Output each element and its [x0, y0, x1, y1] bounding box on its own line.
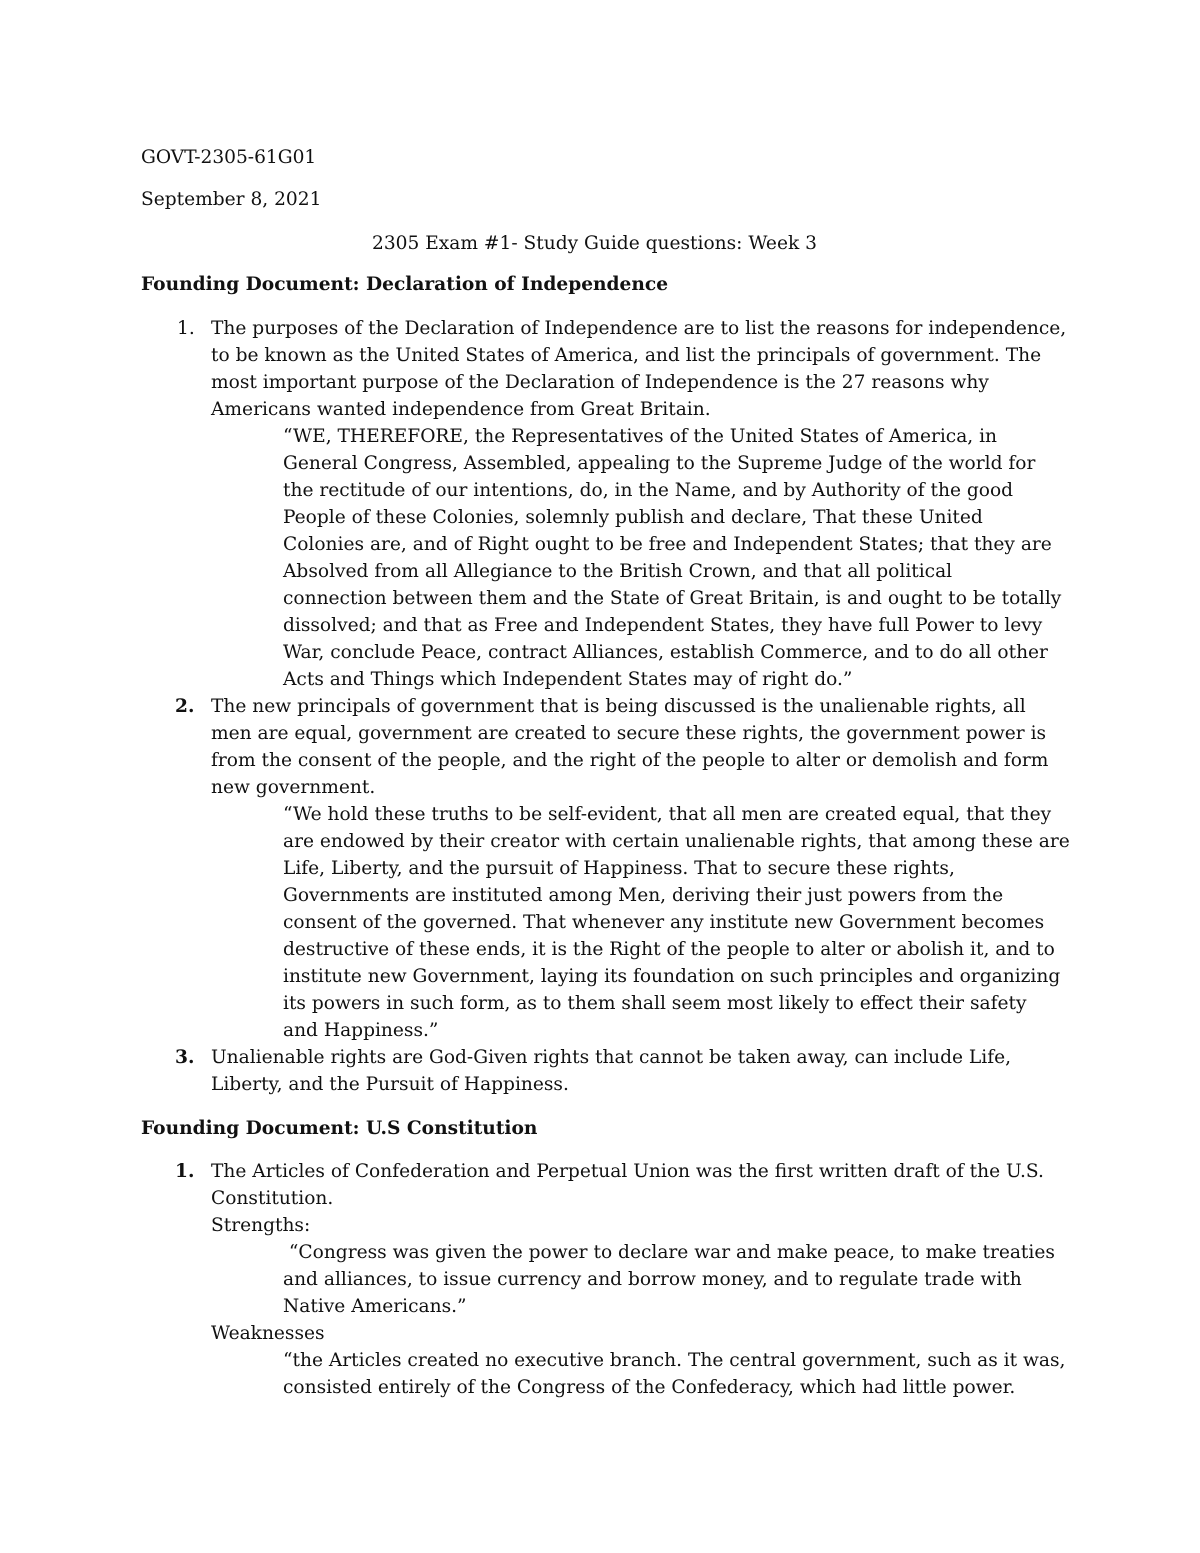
quote-line: General Congress, Assembled, appealing to the Supreme Judge of the world for	[283, 453, 1036, 474]
quote-line: Governments are instituted among Men, deriving their just powers from the	[283, 885, 1004, 906]
item-line: Unalienable rights are God-Given rights that cannot be taken away, can include Life,	[211, 1047, 1012, 1068]
quote-line: “Congress was given the power to declare war and make peace, to make treaties	[283, 1242, 1055, 1263]
quote-line: Absolved from all Allegiance to the British Crown, and that all political	[283, 561, 953, 582]
quote-line: institute new Government, laying its foundation on such principles and organizing	[283, 966, 1061, 987]
quote-line: consisted entirely of the Congress of the Confederacy, which had little power.	[283, 1377, 1016, 1398]
item-line: new government.	[211, 777, 376, 798]
item-line: Constitution.	[211, 1188, 334, 1209]
item-line: most important purpose of the Declaration of Independence is the 27 reasons why	[211, 372, 989, 393]
item-line: The purposes of the Declaration of Independence are to list the reasons for independence,	[211, 318, 1067, 339]
list-number: 1.	[177, 318, 195, 339]
quote-line: and Happiness.”	[283, 1020, 439, 1041]
quote-line: “the Articles created no executive branch. The central government, such as it was,	[283, 1350, 1066, 1371]
document-date: September 8, 2021	[141, 189, 322, 210]
quote-line: connection between them and the State of Great Britain, is and ought to be totally	[283, 588, 1062, 609]
course-code: GOVT-2305-61G01	[141, 147, 317, 168]
quote-line: Acts and Things which Independent States may of right do.”	[283, 669, 853, 690]
list-number: 1.	[175, 1161, 195, 1182]
quote-line: People of these Colonies, solemnly publish and declare, That these United	[283, 507, 983, 528]
quote-line: the rectitude of our intentions, do, in the Name, and by Authority of the good	[283, 480, 1014, 501]
quote-line: “We hold these truths to be self-evident, that all men are created equal, that they	[283, 804, 1052, 825]
item-line: Americans wanted independence from Great Britain.	[211, 399, 711, 420]
item-line: from the consent of the people, and the right of the people to alter or demolish and form	[211, 750, 1049, 771]
item-line: men are equal, government are created to secure these rights, the government power is	[211, 723, 1047, 744]
strengths-label: Strengths:	[211, 1215, 311, 1236]
quote-line: Native Americans.”	[283, 1296, 467, 1317]
quote-line: “WE, THEREFORE, the Representatives of the United States of America, in	[283, 426, 998, 447]
quote-line: destructive of these ends, it is the Right of the people to alter or abolish it, and to	[283, 939, 1055, 960]
section-heading-constitution: Founding Document: U.S Constitution	[141, 1118, 538, 1139]
item-line: Liberty, and the Pursuit of Happiness.	[211, 1074, 569, 1095]
list-number: 2.	[175, 696, 195, 717]
list-number: 3.	[175, 1047, 195, 1068]
document-title: 2305 Exam #1- Study Guide questions: Week 3	[372, 233, 817, 254]
section-heading-declaration: Founding Document: Declaration of Independence	[141, 274, 669, 295]
item-line: The new principals of government that is being discussed is the unalienable rights, all	[211, 696, 1026, 717]
quote-line: consent of the governed. That whenever any institute new Government becomes	[283, 912, 1045, 933]
weaknesses-label: Weaknesses	[211, 1323, 325, 1344]
quote-line: Colonies are, and of Right ought to be free and Independent States; that they are	[283, 534, 1052, 555]
item-line: The Articles of Confederation and Perpetual Union was the first written draft of the U.S.	[211, 1161, 1044, 1182]
quote-line: are endowed by their creator with certain unalienable rights, that among these are	[283, 831, 1070, 852]
quote-line: its powers in such form, as to them shall seem most likely to effect their safety	[283, 993, 1027, 1014]
quote-line: Life, Liberty, and the pursuit of Happiness. That to secure these rights,	[283, 858, 955, 879]
quote-line: and alliances, to issue currency and borrow money, and to regulate trade with	[283, 1269, 1022, 1290]
item-line: to be known as the United States of America, and list the principals of government. The	[211, 345, 1042, 366]
quote-line: War, conclude Peace, contract Alliances, establish Commerce, and to do all other	[283, 642, 1048, 663]
quote-line: dissolved; and that as Free and Independent States, they have full Power to levy	[283, 615, 1043, 636]
